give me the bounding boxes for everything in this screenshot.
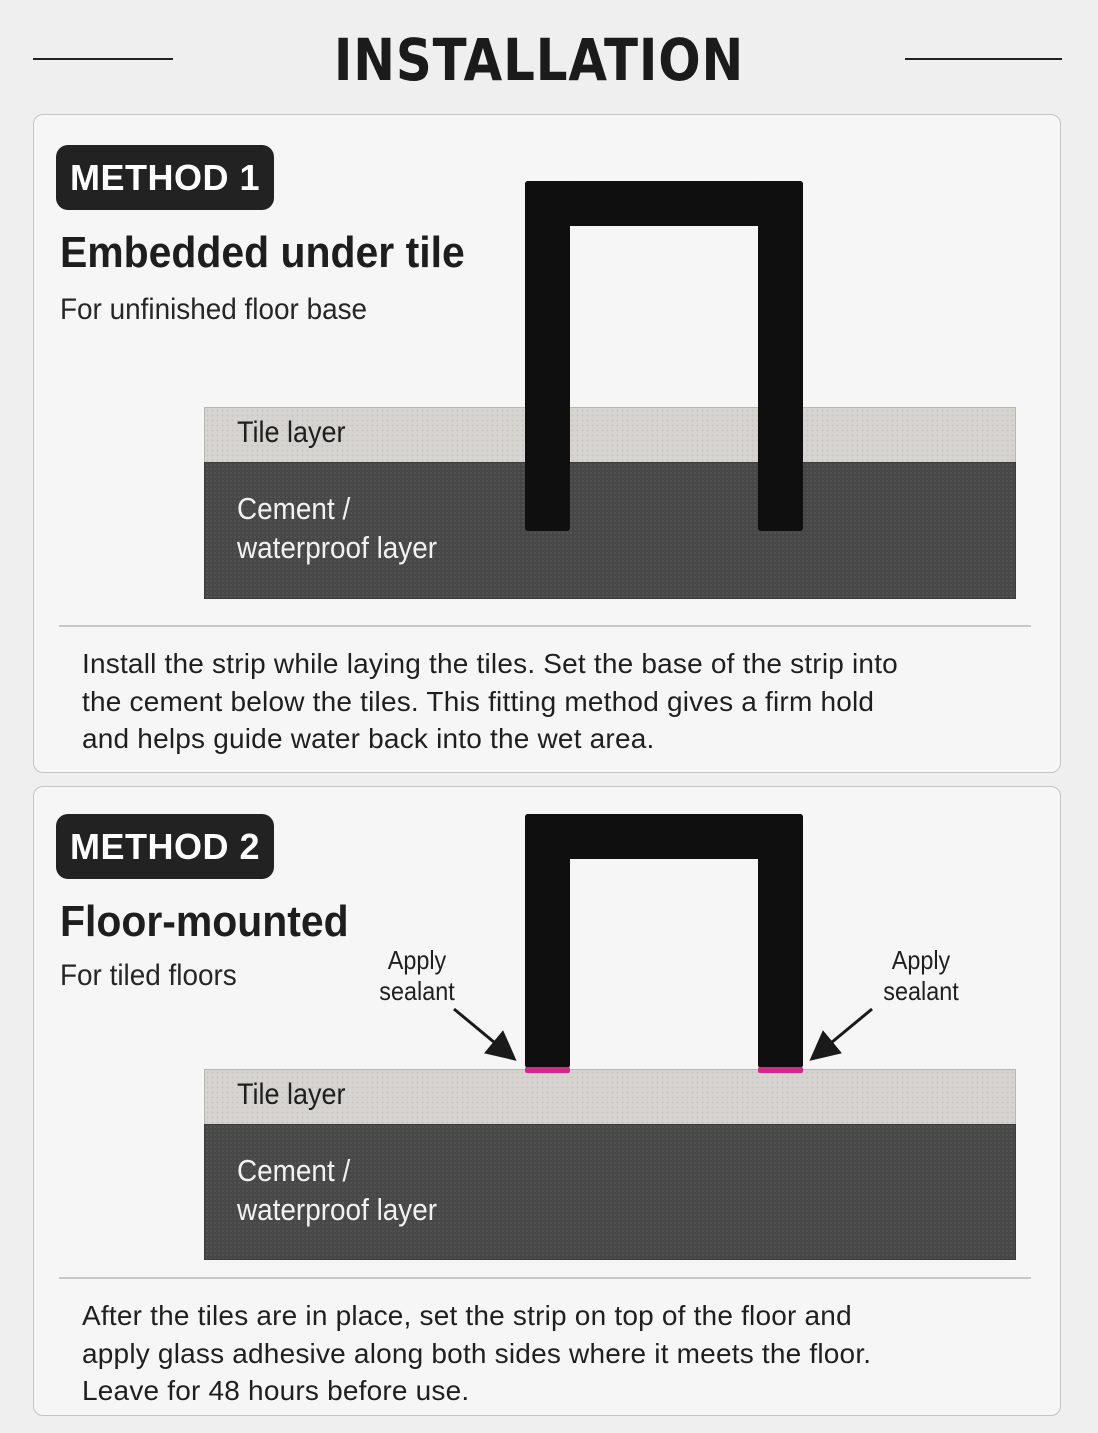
method-1-strip-profile (525, 181, 803, 531)
method-2-strip-leg-left (525, 814, 570, 1068)
method-2-description-line-2: apply glass adhesive along both sides where it meets the floor. (82, 1337, 872, 1369)
method-1-panel (33, 114, 1061, 773)
method-2-description-line-1: After the tiles are in place, set the strip on top of the floor and (82, 1300, 852, 1331)
method-2-heading: Floor-mounted (60, 897, 349, 946)
method-2-tile-label: Tile layer (237, 1078, 346, 1111)
page-header (0, 20, 1098, 100)
method-2-cement-layer (204, 1124, 1016, 1260)
header-rule-right (905, 58, 1062, 60)
page-title: INSTALLATION (333, 26, 745, 94)
method-1-strip-leg-right (758, 181, 803, 531)
method-2-description (82, 1297, 1002, 1410)
method-2-callout-right-line-2: sealant (883, 976, 959, 1006)
method-1-cement-label-line-1: Cement / (237, 491, 351, 526)
method-2-cement-label-line-1: Cement / (237, 1153, 351, 1188)
method-2-panel (33, 786, 1061, 1416)
method-1-strip-leg-left (525, 181, 570, 531)
method-1-subheading: For unfinished floor base (60, 293, 368, 326)
header-rule-left (33, 58, 173, 60)
method-1-badge: METHOD 1 (56, 145, 274, 210)
method-2-cement-label (237, 1151, 437, 1229)
method-2-callout-right-line-1: Apply (891, 945, 951, 975)
method-2-tile-layer (204, 1069, 1016, 1125)
method-2-subheading: For tiled floors (60, 959, 237, 992)
method-2-callout-left-line-2: sealant (379, 976, 455, 1006)
method-2-cement-label-line-2: waterproof layer (237, 1192, 438, 1227)
method-1-description-line-2: the cement below the tiles. This fitting method gives a firm hold (82, 685, 875, 717)
method-2-sealant-left (525, 1067, 570, 1073)
method-2-divider (59, 1277, 1031, 1279)
method-1-description (82, 645, 1002, 758)
method-2-arrow-right (814, 1009, 872, 1057)
method-1-tile-label: Tile layer (237, 416, 346, 449)
method-2-strip-leg-right (758, 814, 803, 1068)
method-2-callout-left-line-1: Apply (387, 945, 447, 975)
method-1-heading: Embedded under tile (60, 228, 465, 277)
method-1-divider (59, 625, 1031, 627)
method-2-strip-profile (525, 814, 803, 1068)
method-2-arrow-left (454, 1009, 512, 1057)
method-1-description-line-3: and helps guide water back into the wet area. (82, 723, 655, 754)
method-1-cement-label-line-2: waterproof layer (237, 530, 438, 565)
method-2-sealant-right (758, 1067, 803, 1073)
method-1-description-line-1: Install the strip while laying the tiles. Set the base of the strip into (82, 648, 898, 679)
method-2-badge: METHOD 2 (56, 814, 274, 879)
method-1-cement-label (237, 489, 437, 567)
method-2-description-line-3: Leave for 48 hours before use. (82, 1375, 470, 1406)
